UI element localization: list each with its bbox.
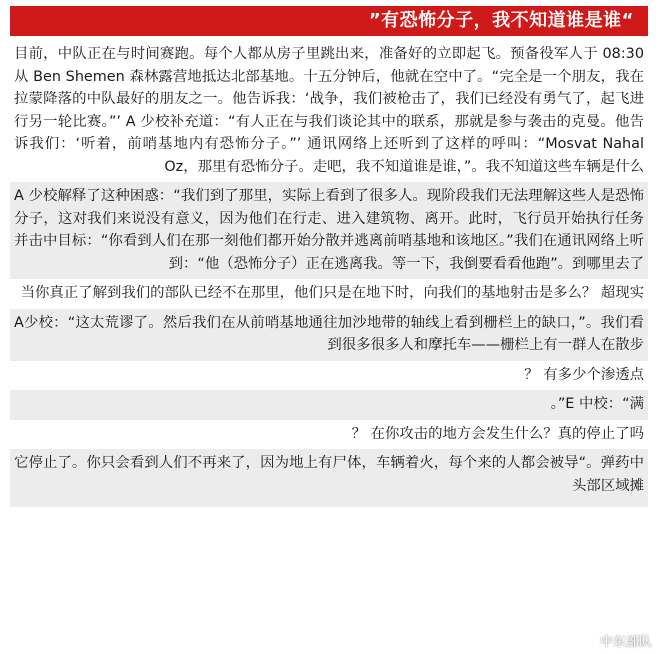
paragraph-8: 它停止了。你只会看到人们不再来了，因为地上有尸体，车辆着火，每个来的人都会被导“。弹药中头部区域摊 bbox=[10, 449, 648, 507]
paragraph-5: ？ 有多少个渗透点 bbox=[524, 366, 644, 383]
article-header-title: ”有恐怖分子，我不知道谁是谁“ bbox=[368, 10, 634, 31]
article-body bbox=[10, 40, 648, 507]
source-watermark: 中东部队 bbox=[599, 635, 652, 650]
paragraph-6: 。”E 中校：“满 bbox=[10, 390, 648, 420]
paragraph-4: A少校：“这太荒谬了。然后我们在从前哨基地通往加沙地带的轴线上看到栅栏上的缺口，”。我们看到很多很多人和摩托车——栅栏上有一群人在散步 bbox=[10, 309, 648, 361]
paragraph-1: 目前，中队正在与时间赛跑。每个人都从房子里跳出来，准备好的立即起飞。预备役军人于 08:30 从 Ben Shemen 森林露营地抵达北部基地。十五分钟后，他就在空中了。“完全是一个朋友，我在拉蒙降落的中队最好的朋友之一。他告诉我：‘战争，我们被枪击了，我们已经没有勇气了，起飞进行另一轮比赛。”’ A 少校补充道：“有人正在与我们谈论其中的联系，那就是参与袭击的克曼。他告诉我们：‘听着，前哨基地内有恐怖分子。”’ 通讯网络上还听到了这样的呼叫：“Mosvat Nahal Oz，那里有恐怖分子。走吧，我不知道谁是谁，”。我不知道这些车辆是什么 bbox=[14, 46, 644, 175]
paragraph-2: A 少校解释了这种困惑：“我们到了那里，实际上看到了很多人。现阶段我们无法理解这些人是恐怖分子，这对我们来说没有意义，因为他们在行走、进入建筑物、离开。此时，飞行员开始执行任务并击中目标：“你看到人们在那一刻他们都开始分散并逃离前哨基地和该地区。”我们在通讯网络上听到：“他（恐怖分子）正在逃离我。等一下，我倒要看看他跑”。到哪里去了 bbox=[10, 182, 648, 279]
article-header-banner bbox=[10, 6, 648, 36]
paragraph-7: ？ 在你攻击的地方会发生什么？真的停止了吗 bbox=[351, 425, 644, 442]
paragraph-3: 当你真正了解到我们的部队已经不在那里，他们只是在地下时，向我们的基地射击是多么？ 超现实 bbox=[20, 285, 644, 301]
